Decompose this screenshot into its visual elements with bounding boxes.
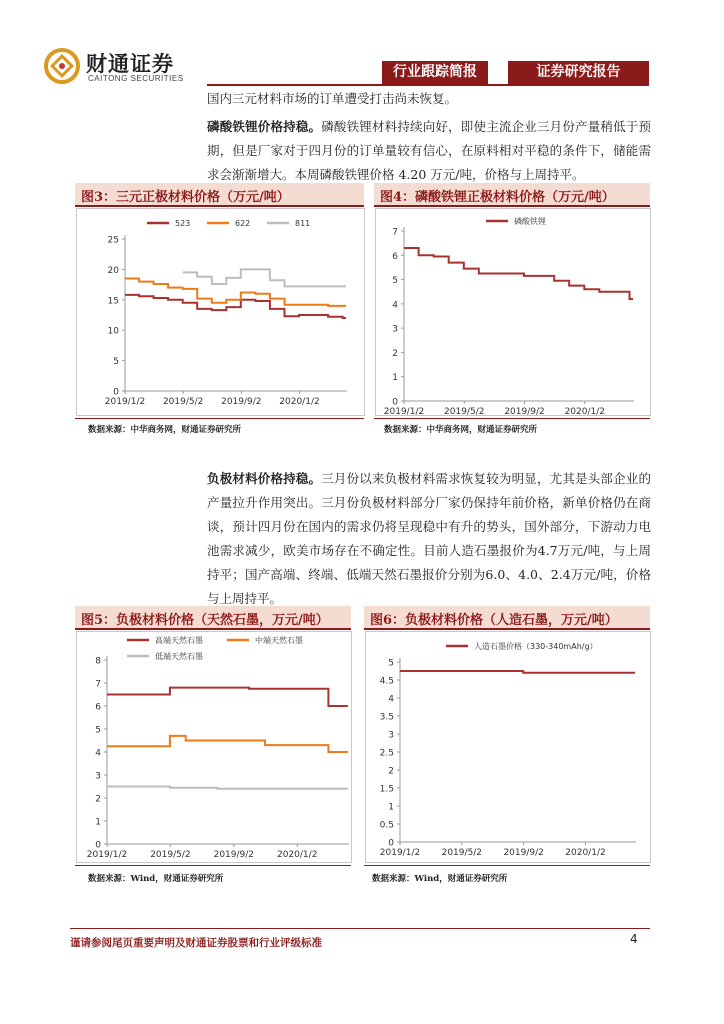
fig3-frame xyxy=(76,208,365,416)
fig6-source-rule xyxy=(364,865,650,866)
fig6-ytick-label: 1 xyxy=(388,802,394,813)
paragraph-lfp-body: 磷酸铁锂材料持续向好，即使主流企业三月份产量稍低于预期，但是厂家对于四月份的订单量较有信心，在原料相对平稳的条件下，储能需求会渐渐增大。本周磷酸铁锂价格 4.20 万元/吨，价格与上周持平。 xyxy=(207,119,651,182)
fig3-chart xyxy=(77,209,364,415)
fig3-source: 数据来源：中华商务网，财通证券研究所 xyxy=(88,425,242,435)
fig4-ytick-label: 2 xyxy=(392,348,398,359)
fig6-series-0 xyxy=(400,671,635,673)
fig5-series-2 xyxy=(107,787,348,789)
fig4-ytick-label: 1 xyxy=(392,373,398,384)
fig6-frame xyxy=(365,631,651,863)
fig5-ytick-label: 5 xyxy=(95,725,101,736)
fig5-legend-label: 中端天然石墨 xyxy=(255,636,303,645)
fig5-ytick-label: 6 xyxy=(95,702,101,713)
fig3-series-1 xyxy=(125,279,346,306)
fig3-ytick-label: 5 xyxy=(113,357,119,368)
fig5-xtick-label: 2020/1/2 xyxy=(277,850,318,860)
fig3-xtick-label: 2020/1/2 xyxy=(279,397,320,407)
fig4-title: 图4：磷酸铁锂正极材料价格（万元/吨） xyxy=(380,190,615,205)
fig5-header xyxy=(75,606,351,630)
fig5-ytick-label: 7 xyxy=(95,679,101,690)
fig6-ytick-label: 2.5 xyxy=(379,748,394,759)
fig4-ytick-label: 5 xyxy=(392,276,398,287)
fig3-legend-label: 523 xyxy=(175,219,191,228)
footer-disclaimer[interactable]: 谨请参阅尾页重要声明及财通证券股票和行业评级标准 xyxy=(70,937,322,949)
fig4-xtick-label: 2019/5/2 xyxy=(444,407,485,415)
fig4-ytick-label: 4 xyxy=(392,300,398,311)
fig5-source: 数据来源：Wind，财通证券研究所 xyxy=(88,874,224,884)
fig4-source-rule xyxy=(374,418,650,419)
report-category-tag: 证券研究报告 xyxy=(508,61,649,84)
fig6-ytick-label: 1.5 xyxy=(379,784,394,795)
fig3-ytick-label: 20 xyxy=(107,265,119,276)
fig6-ytick-label: 0 xyxy=(388,838,394,849)
fig4-source: 数据来源：中华商务网，财通证券研究所 xyxy=(384,425,538,435)
logo-text-cn: 财通证券 xyxy=(86,51,174,76)
page-number: 4 xyxy=(630,932,638,946)
fig5-frame xyxy=(76,631,352,863)
fig3-header xyxy=(75,183,364,207)
fig4-ytick-label: 6 xyxy=(392,251,398,262)
fig5-xtick-label: 2019/5/2 xyxy=(150,850,191,860)
fig6-header xyxy=(364,606,650,630)
fig4-xtick-label: 2019/1/2 xyxy=(383,407,425,415)
fig4-ytick-label: 7 xyxy=(392,227,398,238)
fig6-legend-label: 人造石墨价格（330-340mAh/g） xyxy=(474,642,598,651)
fig6-ytick-label: 0.5 xyxy=(379,820,394,831)
fig5-xtick-label: 2019/1/2 xyxy=(86,850,128,860)
footer-rule xyxy=(70,928,650,929)
report-type-tag: 行业跟踪简报 xyxy=(382,61,488,84)
fig5-legend-label: 高端天然石墨 xyxy=(155,636,203,645)
fig6-xtick-label: 2020/1/2 xyxy=(565,848,606,858)
fig3-ytick-label: 0 xyxy=(113,387,119,398)
fig4-series-0 xyxy=(404,248,633,299)
fig5-ytick-label: 8 xyxy=(95,656,101,667)
fig5-legend-label: 低端天然石墨 xyxy=(155,652,203,661)
paragraph-lfp-heading: 磷酸铁锂价格持稳。 xyxy=(207,119,322,134)
header-rule xyxy=(207,84,649,86)
fig6-ytick-label: 4.5 xyxy=(379,676,394,687)
fig5-series-0 xyxy=(107,688,348,706)
fig5-ytick-label: 4 xyxy=(95,748,101,759)
fig4-ytick-label: 0 xyxy=(392,397,398,408)
fig4-frame xyxy=(375,208,651,416)
fig6-source: 数据来源：Wind，财通证券研究所 xyxy=(372,874,508,884)
fig3-xtick-label: 2019/5/2 xyxy=(162,397,204,407)
fig5-chart xyxy=(77,632,351,862)
fig6-xtick-label: 2019/5/2 xyxy=(441,848,483,858)
fig6-ytick-label: 5 xyxy=(388,658,394,669)
fig6-ytick-label: 3 xyxy=(388,730,394,741)
fig4-xtick-label: 2019/9/2 xyxy=(504,407,545,415)
fig3-series-0 xyxy=(125,295,346,318)
logo-coin-icon xyxy=(44,48,80,84)
fig3-source-rule xyxy=(75,418,364,419)
fig4-ytick-label: 3 xyxy=(392,324,398,335)
fig3-ytick-label: 25 xyxy=(107,235,119,246)
fig3-title: 图3：三元正极材料价格（万元/吨） xyxy=(81,190,290,205)
fig4-chart xyxy=(376,209,650,415)
fig6-title: 图6：负极材料价格（人造石墨，万元/吨） xyxy=(370,613,618,628)
fig4-legend-label: 磷酸铁锂 xyxy=(514,217,546,226)
paragraph-anode-body: 三月份以来负极材料需求恢复较为明显，尤其是头部企业的产量拉升作用突出。三月份负极材料部分厂家仍保持年前价格，新单价格仍在商谈，预计四月份在国内的需求仍将呈现稳中有升的势头，国外部分，下游动力电池需求减少，欧美市场存在不确定性。目前人造石墨报价为4.7万元/吨，与上周持平；国产高端、终端、低端天然石墨报价分别为6.0、4.0、2.4万元/吨，价格与上周持平。 xyxy=(207,471,651,606)
fig5-xtick-label: 2019/9/2 xyxy=(213,850,255,860)
fig5-ytick-label: 0 xyxy=(95,840,101,851)
fig6-ytick-label: 2 xyxy=(388,766,394,777)
fig3-legend-label: 622 xyxy=(235,219,251,228)
fig3-ytick-label: 10 xyxy=(107,326,119,337)
fig6-ytick-label: 3.5 xyxy=(379,712,394,723)
fig4-xtick-label: 2020/1/2 xyxy=(564,407,605,415)
fig5-series-1 xyxy=(107,736,348,752)
fig3-xtick-label: 2019/1/2 xyxy=(104,397,146,407)
logo-text-en: CAITONG SECURITIES xyxy=(88,74,184,83)
fig4-header xyxy=(374,183,650,207)
fig6-chart xyxy=(366,632,650,862)
paragraph-lfp xyxy=(207,115,651,187)
paragraph-anode xyxy=(207,467,651,611)
company-logo xyxy=(44,46,204,86)
fig5-source-rule xyxy=(75,865,351,866)
paragraph-ternary-tail: 国内三元材料市场的订单遭受打击尚未恢复。 xyxy=(207,91,458,106)
fig3-xtick-label: 2019/9/2 xyxy=(221,397,262,407)
fig3-ytick-label: 15 xyxy=(107,296,119,307)
fig6-xtick-label: 2019/1/2 xyxy=(379,848,421,858)
fig6-ytick-label: 4 xyxy=(388,694,394,705)
fig5-title: 图5：负极材料价格（天然石墨，万元/吨） xyxy=(81,613,329,628)
fig5-ytick-label: 2 xyxy=(95,794,101,805)
fig3-series-2 xyxy=(183,269,346,286)
fig5-ytick-label: 3 xyxy=(95,771,101,782)
fig3-legend-label: 811 xyxy=(295,219,311,228)
paragraph-anode-heading: 负极材料价格持稳。 xyxy=(207,471,322,486)
fig6-xtick-label: 2019/9/2 xyxy=(503,848,544,858)
fig5-ytick-label: 1 xyxy=(95,817,101,828)
